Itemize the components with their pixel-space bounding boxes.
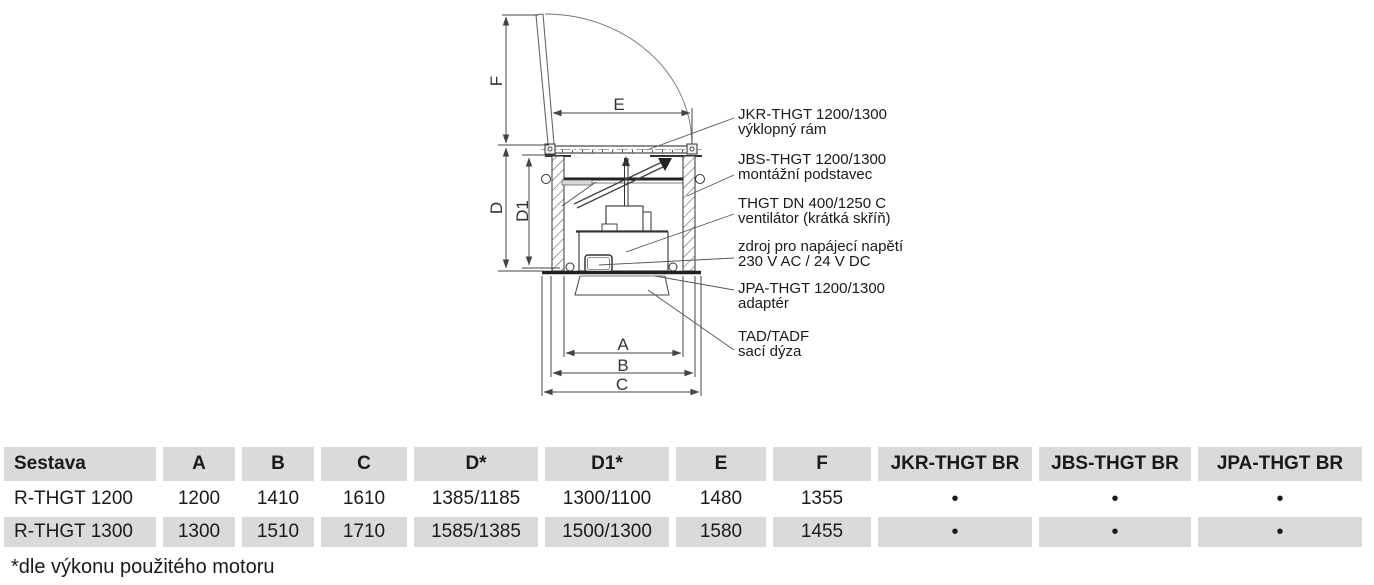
annotation-line2: ventilátor (krátká skříň) [738, 210, 891, 227]
table-cell: 1610 [321, 484, 407, 514]
table-cell: 1580 [676, 517, 766, 547]
annotation-line2: montážní podstavec [738, 166, 873, 183]
column-header-jbs: JBS-THGT BR [1039, 447, 1191, 481]
column-header-c: C [321, 447, 407, 481]
table-row [4, 484, 1374, 514]
dim-label-e: E [613, 95, 625, 114]
table-header-row [4, 447, 1374, 481]
annotation-line1: TAD/TADF [738, 328, 810, 345]
annotation-line1: JPA-THGT 1200/1300 [738, 280, 886, 297]
annotation-thgt-fan [738, 196, 891, 226]
table-cell: 1355 [773, 484, 871, 514]
column-header-jpa: JPA-THGT BR [1198, 447, 1362, 481]
availability-dot: • [878, 484, 1032, 514]
table-cell: 1385/1185 [414, 484, 538, 514]
table-cell: 1510 [242, 517, 314, 547]
dimensions-table [0, 447, 1374, 547]
row-label: R-THGT 1200 [4, 484, 156, 514]
table-footnote: *dle výkonu použitého motoru [11, 556, 275, 578]
column-header-e: E [676, 447, 766, 481]
table-cell: 1585/1385 [414, 517, 538, 547]
column-header-jkr: JKR-THGT BR [878, 447, 1032, 481]
power-supply-box [585, 255, 612, 272]
dim-label-b: B [617, 356, 629, 375]
annotation-line1: zdroj pro napájecí napětí [738, 238, 904, 255]
table-cell: 1300/1100 [545, 484, 669, 514]
open-lid [536, 14, 554, 144]
fan-unit [576, 156, 668, 271]
table-cell: 1710 [321, 517, 407, 547]
table-row [4, 517, 1374, 547]
row-label: R-THGT 1300 [4, 517, 156, 547]
damper-actuator [562, 156, 683, 208]
availability-dot: • [1198, 484, 1362, 514]
annotation-line1: JKR-THGT 1200/1300 [738, 106, 887, 123]
annotation-line2: výklopný rám [738, 121, 827, 138]
dim-label-d: D [487, 201, 506, 215]
annotation-jpa-adapter [738, 281, 885, 311]
lid-swing-arc [545, 14, 692, 145]
dim-label-d1: D1 [513, 200, 532, 222]
table-cell: 1410 [242, 484, 314, 514]
annotation-line2: adaptér [738, 295, 789, 312]
table-cell: 1500/1300 [545, 517, 669, 547]
table-cell: 1480 [676, 484, 766, 514]
annotation-line1: THGT DN 400/1250 C [738, 195, 887, 212]
annotation-line1: JBS-THGT 1200/1300 [738, 151, 887, 168]
annotation-jkr-frame [738, 107, 887, 137]
availability-dot: • [1039, 484, 1191, 514]
dim-label-a: A [617, 335, 629, 354]
column-header-sestava: Sestava [4, 447, 156, 481]
table-cell: 1300 [163, 517, 235, 547]
annotation-power-supply [738, 239, 903, 269]
column-header-a: A [163, 447, 235, 481]
column-header-f: F [773, 447, 871, 481]
annotation-line2: 230 V AC / 24 V DC [738, 253, 871, 270]
availability-dot: • [1039, 517, 1191, 547]
availability-dot: • [878, 517, 1032, 547]
annotation-jbs-pedestal [738, 152, 886, 182]
dim-label-c: C [615, 375, 629, 394]
dim-label-f: F [487, 75, 506, 87]
column-header-b: B [242, 447, 314, 481]
annotation-tad-nozzle [738, 329, 809, 359]
column-header-d: D* [414, 447, 538, 481]
annotation-line2: sací dýza [738, 343, 802, 360]
tilting-frame [541, 144, 702, 154]
column-header-d1: D1* [545, 447, 669, 481]
availability-dot: • [1198, 517, 1362, 547]
adapter-and-nozzle [542, 273, 701, 296]
table-cell: 1455 [773, 517, 871, 547]
table-cell: 1200 [163, 484, 235, 514]
